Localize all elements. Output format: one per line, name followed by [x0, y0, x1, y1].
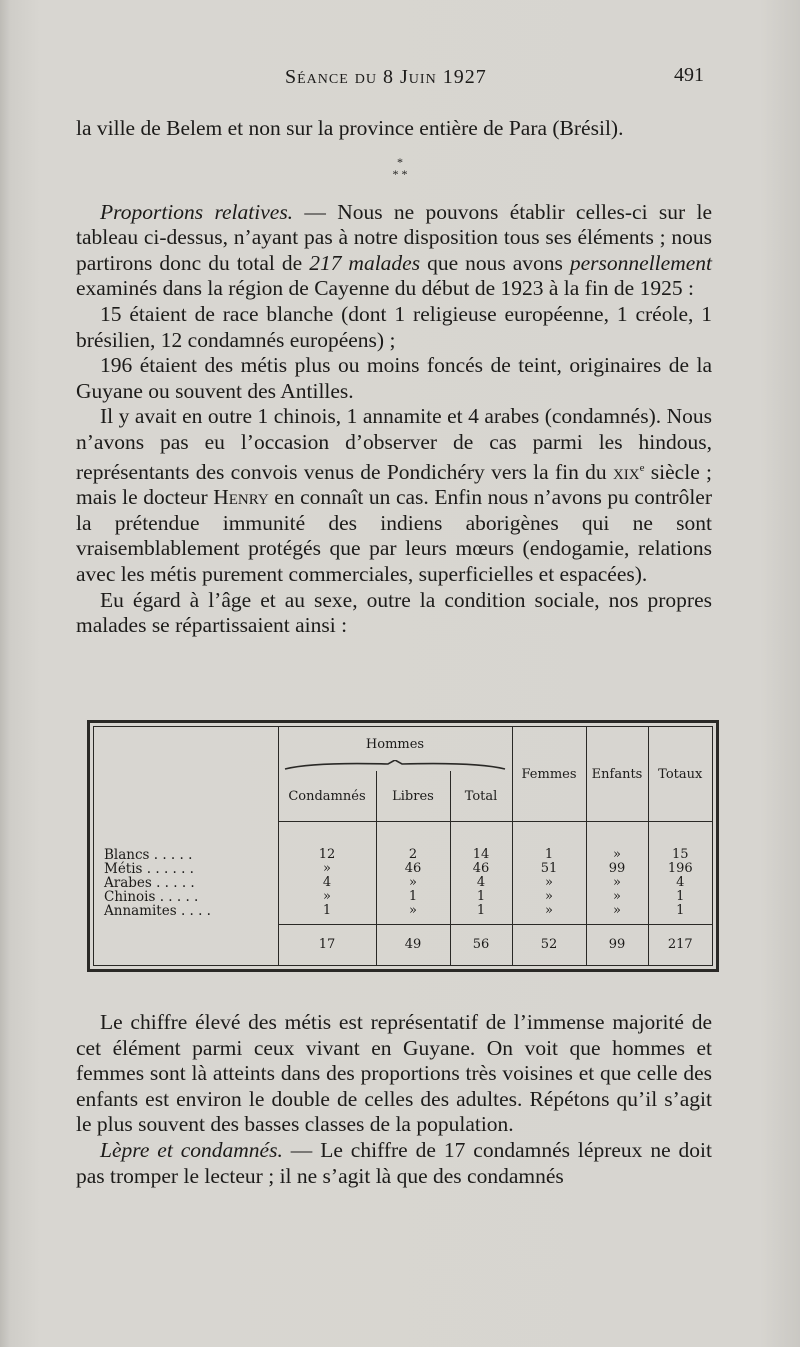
- row-labels: Blancs . . . . . Métis . . . . . . Arabes . . . . . Chinois . . . . . Annamites . . . .: [104, 847, 211, 920]
- sum-total: 56: [450, 924, 512, 965]
- paragraph-1: la ville de Belem et non sur la province entière de Para (Brésil).: [76, 116, 624, 140]
- paragraph-3: 15 étaient de race blanche (dont 1 religieuse européenne, 1 créole, 1 brésilien, 12 condamnés européens) ;: [76, 301, 712, 352]
- patients-table: [87, 720, 719, 972]
- sum-femmes: 52: [512, 924, 586, 965]
- brace-icon: [283, 760, 507, 770]
- upper-text: [76, 116, 712, 639]
- page-number: 491: [674, 64, 704, 86]
- cell-enfants: » 99 » » »: [586, 822, 648, 924]
- sum-condamnes: 17: [278, 924, 376, 965]
- col-total: Total: [450, 771, 512, 822]
- col-femmes: Femmes: [512, 727, 586, 822]
- corner-cell: [94, 727, 278, 822]
- sum-libres: 49: [376, 924, 450, 965]
- paragraph-7: Le chiffre élevé des métis est représentatif de l’immense majorité de cet élément parmi ceux vivant en Guyane. On voit que hommes et femmes sont là atteints dans des proportions très voisines et que celle des enfants est environ le double de celles des adultes. Répétons qu’il s’agit le plus souvent des basses classes de la population.: [76, 1010, 712, 1137]
- col-enfants: Enfants: [586, 727, 648, 822]
- paragraph-4: 196 étaient des métis plus ou moins foncés de teint, originaires de la Guyane ou souvent des Antilles.: [76, 353, 712, 403]
- cell-condamnes: 12 » 4 » 1: [278, 822, 376, 924]
- col-condamnes: Condamnés: [278, 771, 376, 822]
- cell-libres: 2 46 » 1 »: [376, 822, 450, 924]
- section-stars: * * *: [392, 154, 408, 181]
- col-libres: Libres: [376, 771, 450, 822]
- paragraph-8: Lèpre et condamnés. — Le chiffre de 17 condamnés lépreux ne doit pas tromper le lecteur ; il ne s’agit là que des condamnés: [76, 1137, 712, 1188]
- running-title: Séance du 8 Juin 1927: [285, 66, 487, 88]
- paragraph-5: Il y avait en outre 1 chinois, 1 annamite et 4 arabes (condamnés). Nous n’avons pas eu l’occasion d’observer de cas parmi les hindous, représentants des convois venus de Pondichéry vers la fin du xix$^e$ siècle ; mais le docteur Henry en connaît un cas. Enfin nous n’avons pu contrôler la prétendue immunité des indiens aborigènes qui ne sont vraisemblablement protégés que par leurs mœurs (endogamie, relations avec les métis purement commerciales, superficielles et espacées).: [76, 404, 713, 587]
- cell-femmes: 1 51 » » »: [512, 822, 586, 924]
- col-totaux: Totaux: [648, 727, 712, 822]
- sum-label: [94, 924, 278, 965]
- sum-totaux: 217: [648, 924, 712, 965]
- paragraph-2: Proportions relatives. — Nous ne pouvons établir celles-ci sur le tableau ci-dessus, n’ayant pas à notre disposition tous ses éléments ; nous partirons donc du total de 217 malades que nous avons personnellement examinés dans la région de Cayenne du début de 1923 à la fin de 1925 :: [76, 199, 712, 301]
- paragraph-6: Eu égard à l’âge et au sexe, outre la condition sociale, nos propres malades se répartissaient ainsi :: [76, 587, 712, 638]
- page-header: [0, 62, 800, 92]
- lower-text: [76, 1010, 712, 1189]
- cell-totaux: 15 196 4 1 1: [648, 822, 712, 924]
- hommes-group-header: Hommes: [278, 727, 512, 771]
- cell-total: 14 46 4 1 1: [450, 822, 512, 924]
- sum-enfants: 99: [586, 924, 648, 965]
